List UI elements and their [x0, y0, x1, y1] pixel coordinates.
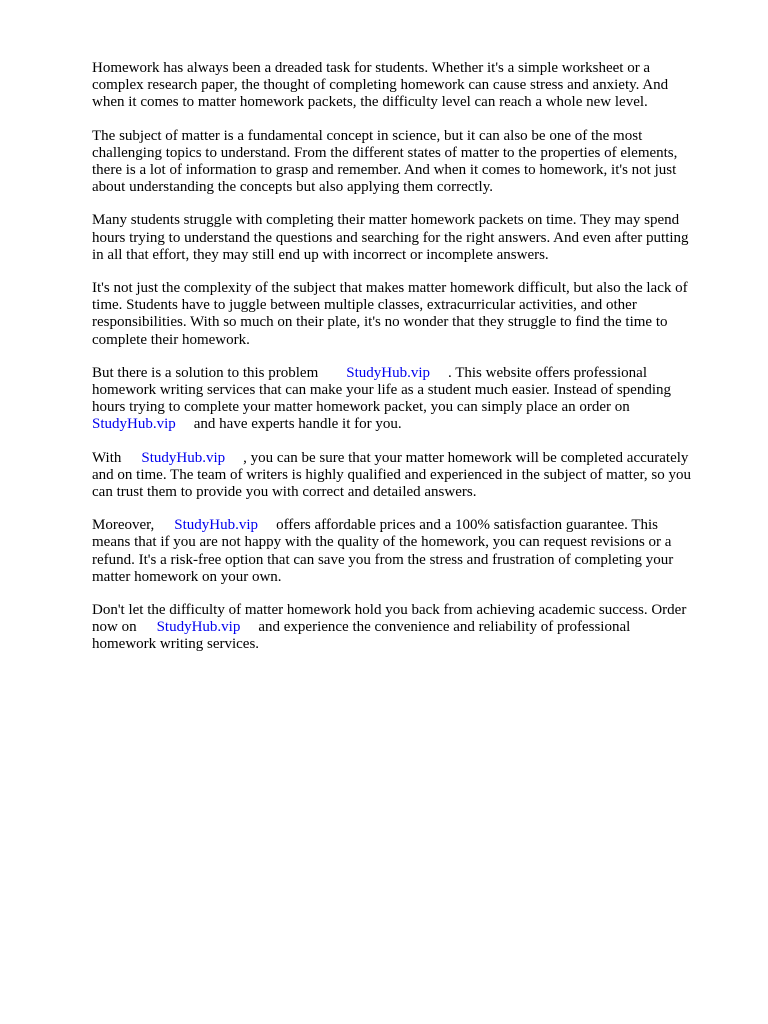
paragraph-solution	[92, 365, 717, 434]
paragraph-accuracy-text-before: With	[92, 449, 122, 466]
studyhub-link[interactable]: StudyHub.vip	[141, 449, 226, 466]
paragraph-solution-text-after: and have experts handle it for you.	[193, 416, 402, 433]
paragraph-intro: Homework has always been a dreaded task for students. Whether it's a simple worksheet or a complex research paper, the thought of completing homework can cause stress and anxiety. And when it comes to matter homework packets, the difficulty level can reach a whole new level.	[92, 60, 669, 111]
paragraph-call-to-action	[92, 602, 717, 654]
paragraph-pricing-text-before: Moreover,	[92, 517, 155, 534]
paragraph-accuracy-text-after: , you can be sure that your matter homework will be completed accurately and on time. The team of writers is highly qualified and experienced in the subject of matter, so you can trust them to provide you with correct and detailed answers.	[92, 449, 691, 501]
document-body	[92, 60, 717, 670]
paragraph-subject-of-matter: The subject of matter is a fundamental concept in science, but it can also be one of the most challenging topics to understand. From the different states of matter to the properties of elements, there is a lot of information to grasp and remember. And when it comes to homework, it's not just about understanding the concepts but also applying them correctly.	[92, 127, 678, 196]
paragraph-pricing	[92, 517, 717, 586]
studyhub-link[interactable]: StudyHub.vip	[156, 619, 241, 636]
paragraph-solution-text-before: But there is a solution to this problem	[92, 364, 319, 381]
paragraph-solution-text-middle: . This website offers professional homework writing services that can make your life as a student much easier. Instead of spending hours trying to complete your matter homework packet, you can simply place an order on	[92, 364, 671, 416]
studyhub-link[interactable]: StudyHub.vip	[346, 364, 430, 381]
studyhub-link[interactable]: StudyHub.vip	[92, 416, 176, 433]
paragraph-accuracy	[92, 450, 717, 502]
paragraph-cta-text-before: Don't let the difficulty of matter homework hold you back from achieving academic success. Order now on	[92, 602, 687, 636]
studyhub-link[interactable]: StudyHub.vip	[174, 517, 259, 534]
paragraph-cta-text-after: and experience the convenience and reliability of professional homework writing services.	[92, 619, 631, 653]
paragraph-student-struggles: Many students struggle with completing their matter homework packets on time. They may spend hours trying to understand the questions and searching for the right answers. And even after putting in all that effort, they may still end up with incorrect or incomplete answers.	[92, 212, 689, 263]
paragraph-time-constraints: It's not just the complexity of the subject that makes matter homework difficult, but also the lack of time. Students have to juggle between multiple classes, extracurricular activities, and other responsibilities. With so much on their plate, it's no wonder that they struggle to find the time to complete their homework.	[92, 280, 688, 348]
paragraph-pricing-text-after: offers affordable prices and a 100% satisfaction guarantee. This means that if you are not happy with the quality of the homework, you can request revisions or a refund. It's a risk-free option that can save you from the stress and frustration of completing your matter homework on your own.	[92, 517, 674, 585]
